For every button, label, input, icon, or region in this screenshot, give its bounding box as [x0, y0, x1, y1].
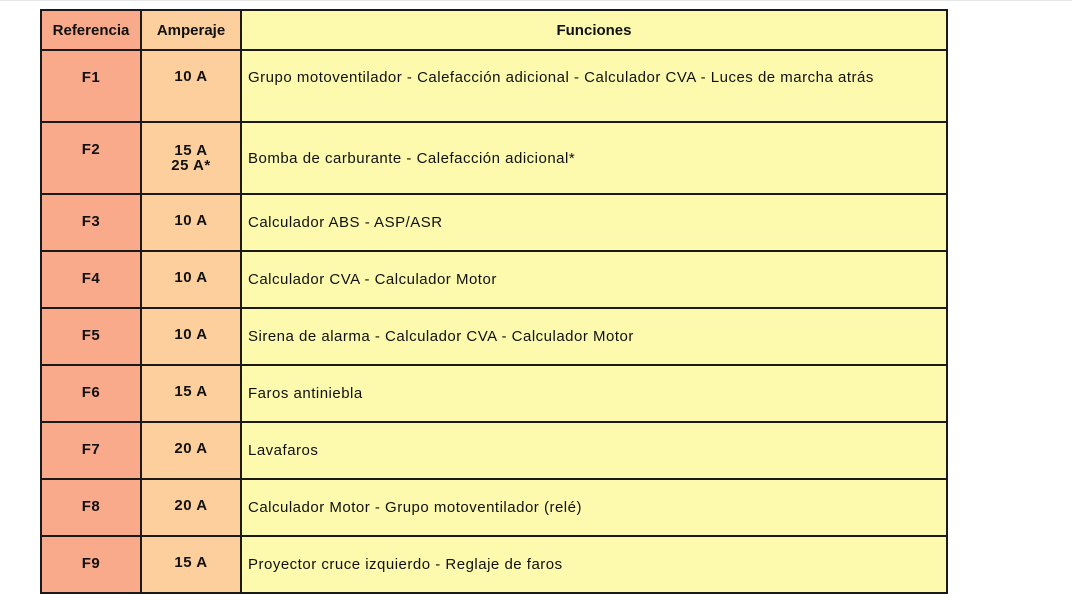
fuse-reference: F7 [41, 422, 141, 479]
table-header-row [41, 10, 947, 50]
amperage-value: 10 A [174, 326, 208, 343]
table-row [41, 50, 947, 122]
fuse-functions: Grupo motoventilador - Calefacción adicional - Calculador CVA - Luces de marcha atrás [241, 50, 947, 122]
amperage-value: 15 A [174, 142, 208, 159]
table-row [41, 308, 947, 365]
amperage-value: 10 A [174, 68, 208, 85]
table-row [41, 422, 947, 479]
table-row [41, 365, 947, 422]
fuse-functions: Sirena de alarma - Calculador CVA - Calculador Motor [241, 308, 947, 365]
table-row [41, 194, 947, 251]
amperage-value: 20 A [174, 497, 208, 514]
table-row [41, 251, 947, 308]
top-divider [0, 0, 1072, 1]
fuse-functions: Lavafaros [241, 422, 947, 479]
fuse-reference: F3 [41, 194, 141, 251]
header-amperage: Amperaje [141, 10, 241, 50]
amperage-value: 10 A [174, 269, 208, 286]
fuse-reference: F9 [41, 536, 141, 593]
fuse-functions: Calculador ABS - ASP/ASR [241, 194, 947, 251]
fuse-amperage [141, 251, 241, 308]
fuse-reference: F6 [41, 365, 141, 422]
fuse-amperage [141, 50, 241, 122]
table-row [41, 479, 947, 536]
fuse-reference: F5 [41, 308, 141, 365]
fuse-functions: Calculador CVA - Calculador Motor [241, 251, 947, 308]
fuse-amperage [141, 308, 241, 365]
fuse-reference: F2 [41, 122, 141, 194]
table-row [41, 122, 947, 194]
amperage-value: 15 A [174, 383, 208, 400]
fuse-functions: Proyector cruce izquierdo - Reglaje de faros [241, 536, 947, 593]
fuse-amperage [141, 365, 241, 422]
amperage-value: 15 A [174, 554, 208, 571]
table-row [41, 536, 947, 593]
fuse-functions: Faros antiniebla [241, 365, 947, 422]
fuse-functions: Calculador Motor - Grupo motoventilador (relé) [241, 479, 947, 536]
fuse-amperage [141, 422, 241, 479]
fuse-amperage [141, 479, 241, 536]
header-functions: Funciones [241, 10, 947, 50]
amperage-value: 10 A [174, 212, 208, 229]
amperage-value-alt: 25 A* [171, 157, 211, 174]
fuse-amperage [141, 194, 241, 251]
fuse-reference: F4 [41, 251, 141, 308]
fuse-amperage [141, 536, 241, 593]
fuse-reference: F1 [41, 50, 141, 122]
amperage-value: 20 A [174, 440, 208, 457]
header-reference: Referencia [41, 10, 141, 50]
fuse-amperage [141, 122, 241, 194]
fuse-reference: F8 [41, 479, 141, 536]
fuse-functions: Bomba de carburante - Calefacción adicional* [241, 122, 947, 194]
fuse-table [40, 9, 948, 594]
